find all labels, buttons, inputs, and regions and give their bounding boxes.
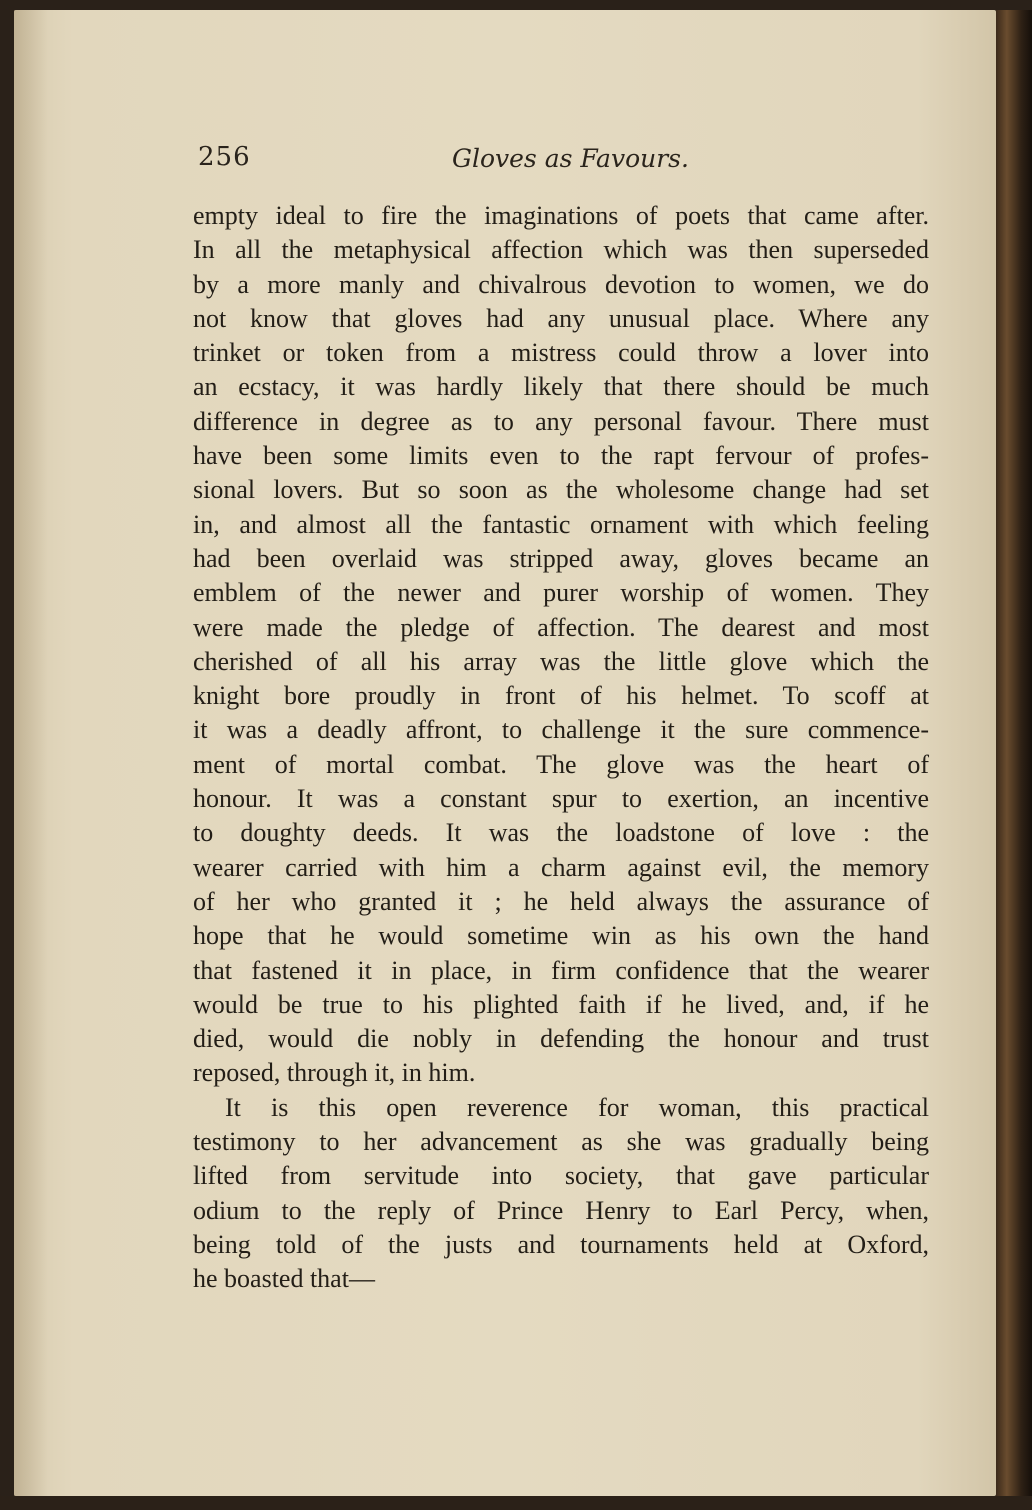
body-text [193,199,929,1297]
text-line: have been some limits even to the rapt fervour of profes- [193,441,929,471]
text-line: would be true to his plighted faith if he lived, and, if he [193,989,929,1019]
page-gutter-shadow [14,10,48,1496]
text-line: not know that gloves had any unusual place. Where any [193,303,929,333]
page-header [198,142,698,182]
text-line: knight bore proudly in front of his helmet. To scoff at [193,681,929,711]
text-line: It is this open reverence for woman, this practical [225,1092,929,1122]
text-line: reposed, through it, in him. [193,1058,476,1088]
text-line: in, and almost all the fantastic ornament with which feeling [193,509,929,539]
text-line: difference in degree as to any personal favour. There must [193,406,929,436]
text-line: wearer carried with him a charm against evil, the memory [193,852,929,882]
text-line: trinket or token from a mistress could throw a lover into [193,338,929,368]
text-line: had been overlaid was stripped away, gloves became an [193,543,929,573]
book-cover-edge [996,10,1032,1510]
text-line: odium to the reply of Prince Henry to Earl Percy, when, [193,1195,929,1225]
text-line: that fastened it in place, in firm confidence that the wearer [193,955,929,985]
running-title: Gloves as Favours. [452,144,689,173]
text-line: an ecstacy, it was hardly likely that there should be much [193,372,929,402]
page-number: 256 [198,142,251,172]
text-line: by a more manly and chivalrous devotion to women, we do [193,269,929,299]
text-line: to doughty deeds. It was the loadstone of love : the [193,818,929,848]
text-line: hope that he would sometime win as his own the hand [193,921,929,951]
text-line: were made the pledge of affection. The dearest and most [193,612,929,642]
text-line: he boasted that— [193,1264,375,1294]
text-line: cherished of all his array was the little glove which the [193,646,929,676]
text-line: it was a deadly affront, to challenge it the sure commence- [193,715,929,745]
paragraph [193,199,929,1091]
paragraph [193,1091,929,1297]
text-line: ment of mortal combat. The glove was the heart of [193,749,929,779]
text-line: being told of the justs and tournaments held at Oxford, [193,1229,929,1259]
text-line: lifted from servitude into society, that gave particular [193,1161,929,1191]
text-line: testimony to her advancement as she was gradually being [193,1127,929,1157]
text-line: of her who granted it ; he held always the assurance of [193,886,929,916]
text-line: died, would die nobly in defending the honour and trust [193,1024,929,1054]
book-bottom-edge [0,1496,1032,1510]
text-line: emblem of the newer and purer worship of women. They [193,578,929,608]
text-line: sional lovers. But so soon as the wholesome change had set [193,475,929,505]
text-line: In all the metaphysical affection which was then superseded [193,235,929,265]
text-line: empty ideal to fire the imaginations of poets that came after. [193,201,929,230]
text-line: honour. It was a constant spur to exertion, an incentive [193,784,929,814]
